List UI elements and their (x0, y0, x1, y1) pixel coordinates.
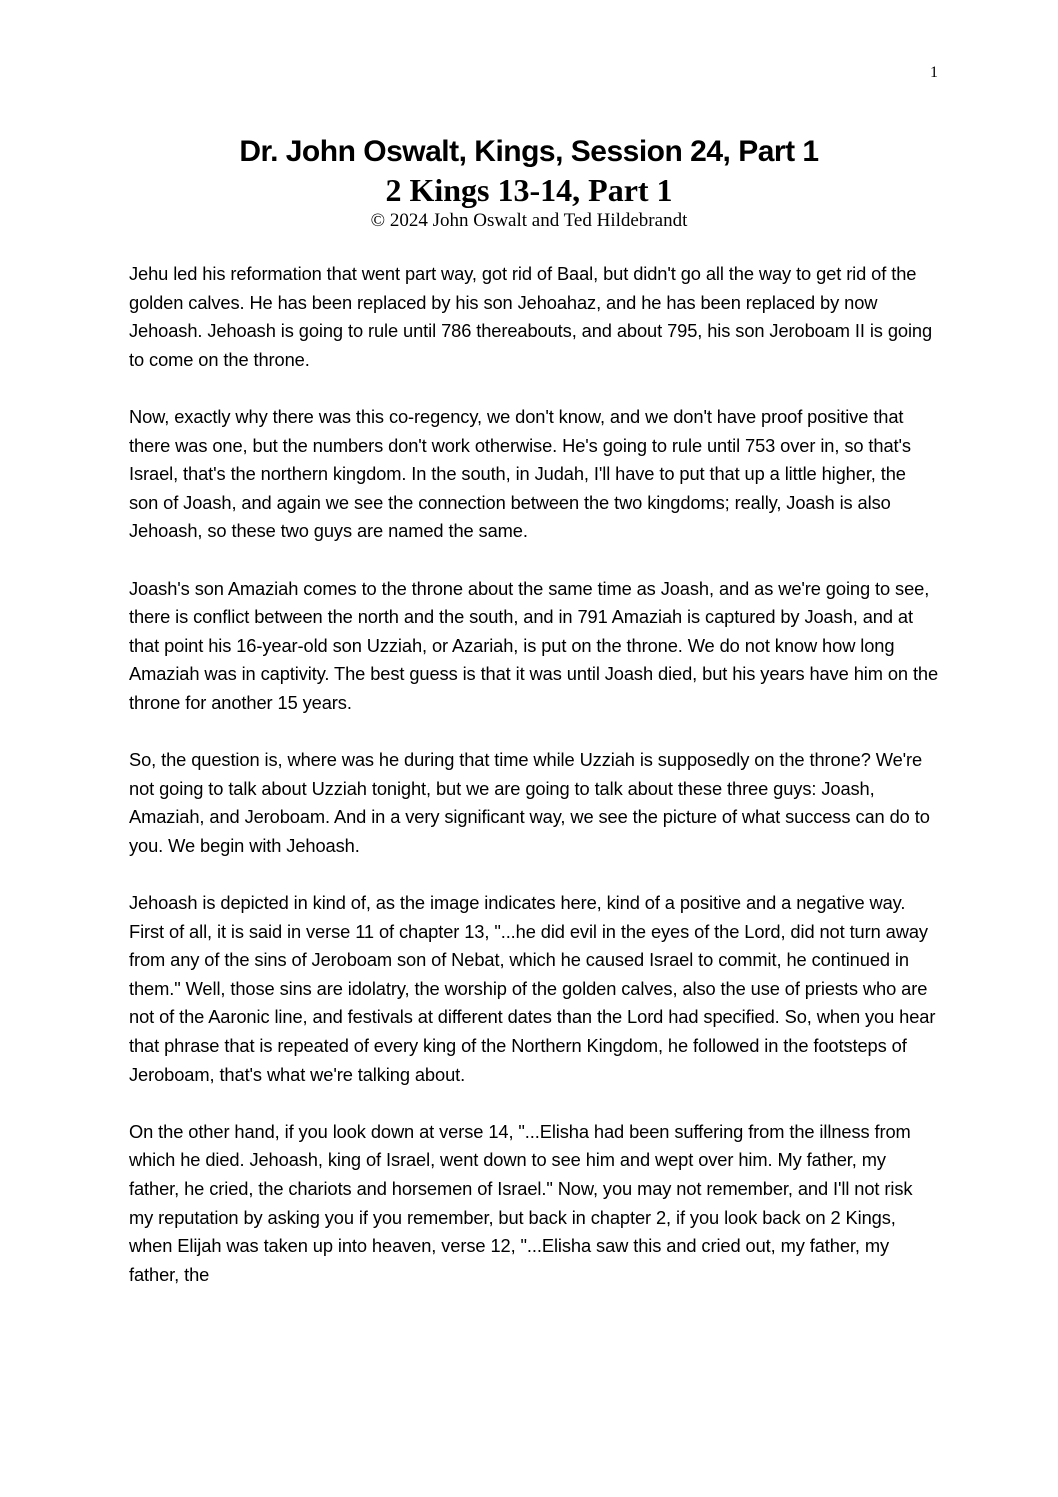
document-title: Dr. John Oswalt, Kings, Session 24, Part 1 (239, 135, 819, 168)
document-header (0, 133, 1058, 233)
paragraph: Now, exactly why there was this co-regency, we don't know, and we don't have proof positive that there was one, but the numbers don't work otherwise. He's going to rule until 753 over in, so that's Israel, that's the northern kingdom. In the south, in Judah, I'll have to put that up a little higher, the son of Joash, and again we see the connection between the two kingdoms; really, Joash is also Jehoash, so these two guys are named the same. (129, 405, 911, 542)
paragraph: On the other hand, if you look down at verse 14, "...Elisha had been suffering from the illness from which he died. Jehoash, king of Israel, went down to see him and wept over him. My father, my father, he cried, the chariots and horsemen of Israel." Now, you may not remember, and I'll not risk my reputation by asking you if you remember, but back in chapter 2, if you look back on 2 Kings, when Elijah was taken up into heaven, verse 12, "...Elisha saw this and cried out, my father, my father, the (129, 1120, 913, 1285)
document-body (129, 260, 939, 1318)
paragraph: Jehoash is depicted in kind of, as the image indicates here, kind of a positive and a negative way. First of all, it is said in verse 11 of chapter 13, "...he did evil in the eyes of the Lord, did not turn away from any of the sins of Jeroboam son of Nebat, which he caused Israel to commit, he continued in them." Well, those sins are idolatry, the worship of the golden calves, also the use of priests who are not of the Aaronic line, and festivals at different dates than the Lord had specified. So, when you hear that phrase that is repeated of every king of the Northern Kingdom, he followed in the footsteps of Jeroboam, that's what we're talking about. (129, 892, 936, 1085)
page-number: 1 (930, 64, 938, 81)
document-subtitle: 2 Kings 13-14, Part 1 (385, 172, 673, 208)
copyright-line: © 2024 John Oswalt and Ted Hildebrandt (370, 210, 688, 231)
paragraph: So, the question is, where was he during that time while Uzziah is supposedly on the throne? We're not going to talk about Uzziah tonight, but we are going to talk about these three guys: Joash, Amaziah, and Jeroboam. And in a very significant way, we see the picture of what success can do to you. We begin with Jehoash. (129, 749, 930, 856)
paragraph: Joash's son Amaziah comes to the throne about the same time as Joash, and as we're going to see, there is conflict between the north and the south, and in 791 Amaziah is captured by Joash, and at that point his 16-year-old son Uzziah, or Azariah, is put on the throne. We do not know how long Amaziah was in captivity. The best guess is that it was until Joash died, but his years have him on the throne for another 15 years. (129, 577, 939, 713)
paragraph: Jehu led his reformation that went part way, got rid of Baal, but didn't go all the way to get rid of the golden calves. He has been replaced by his son Jehoahaz, and he has been replaced by now Jehoash. Jehoash is going to rule until 786 thereabouts, and about 795, his son Jeroboam II is going to come on the throne. (129, 263, 933, 370)
